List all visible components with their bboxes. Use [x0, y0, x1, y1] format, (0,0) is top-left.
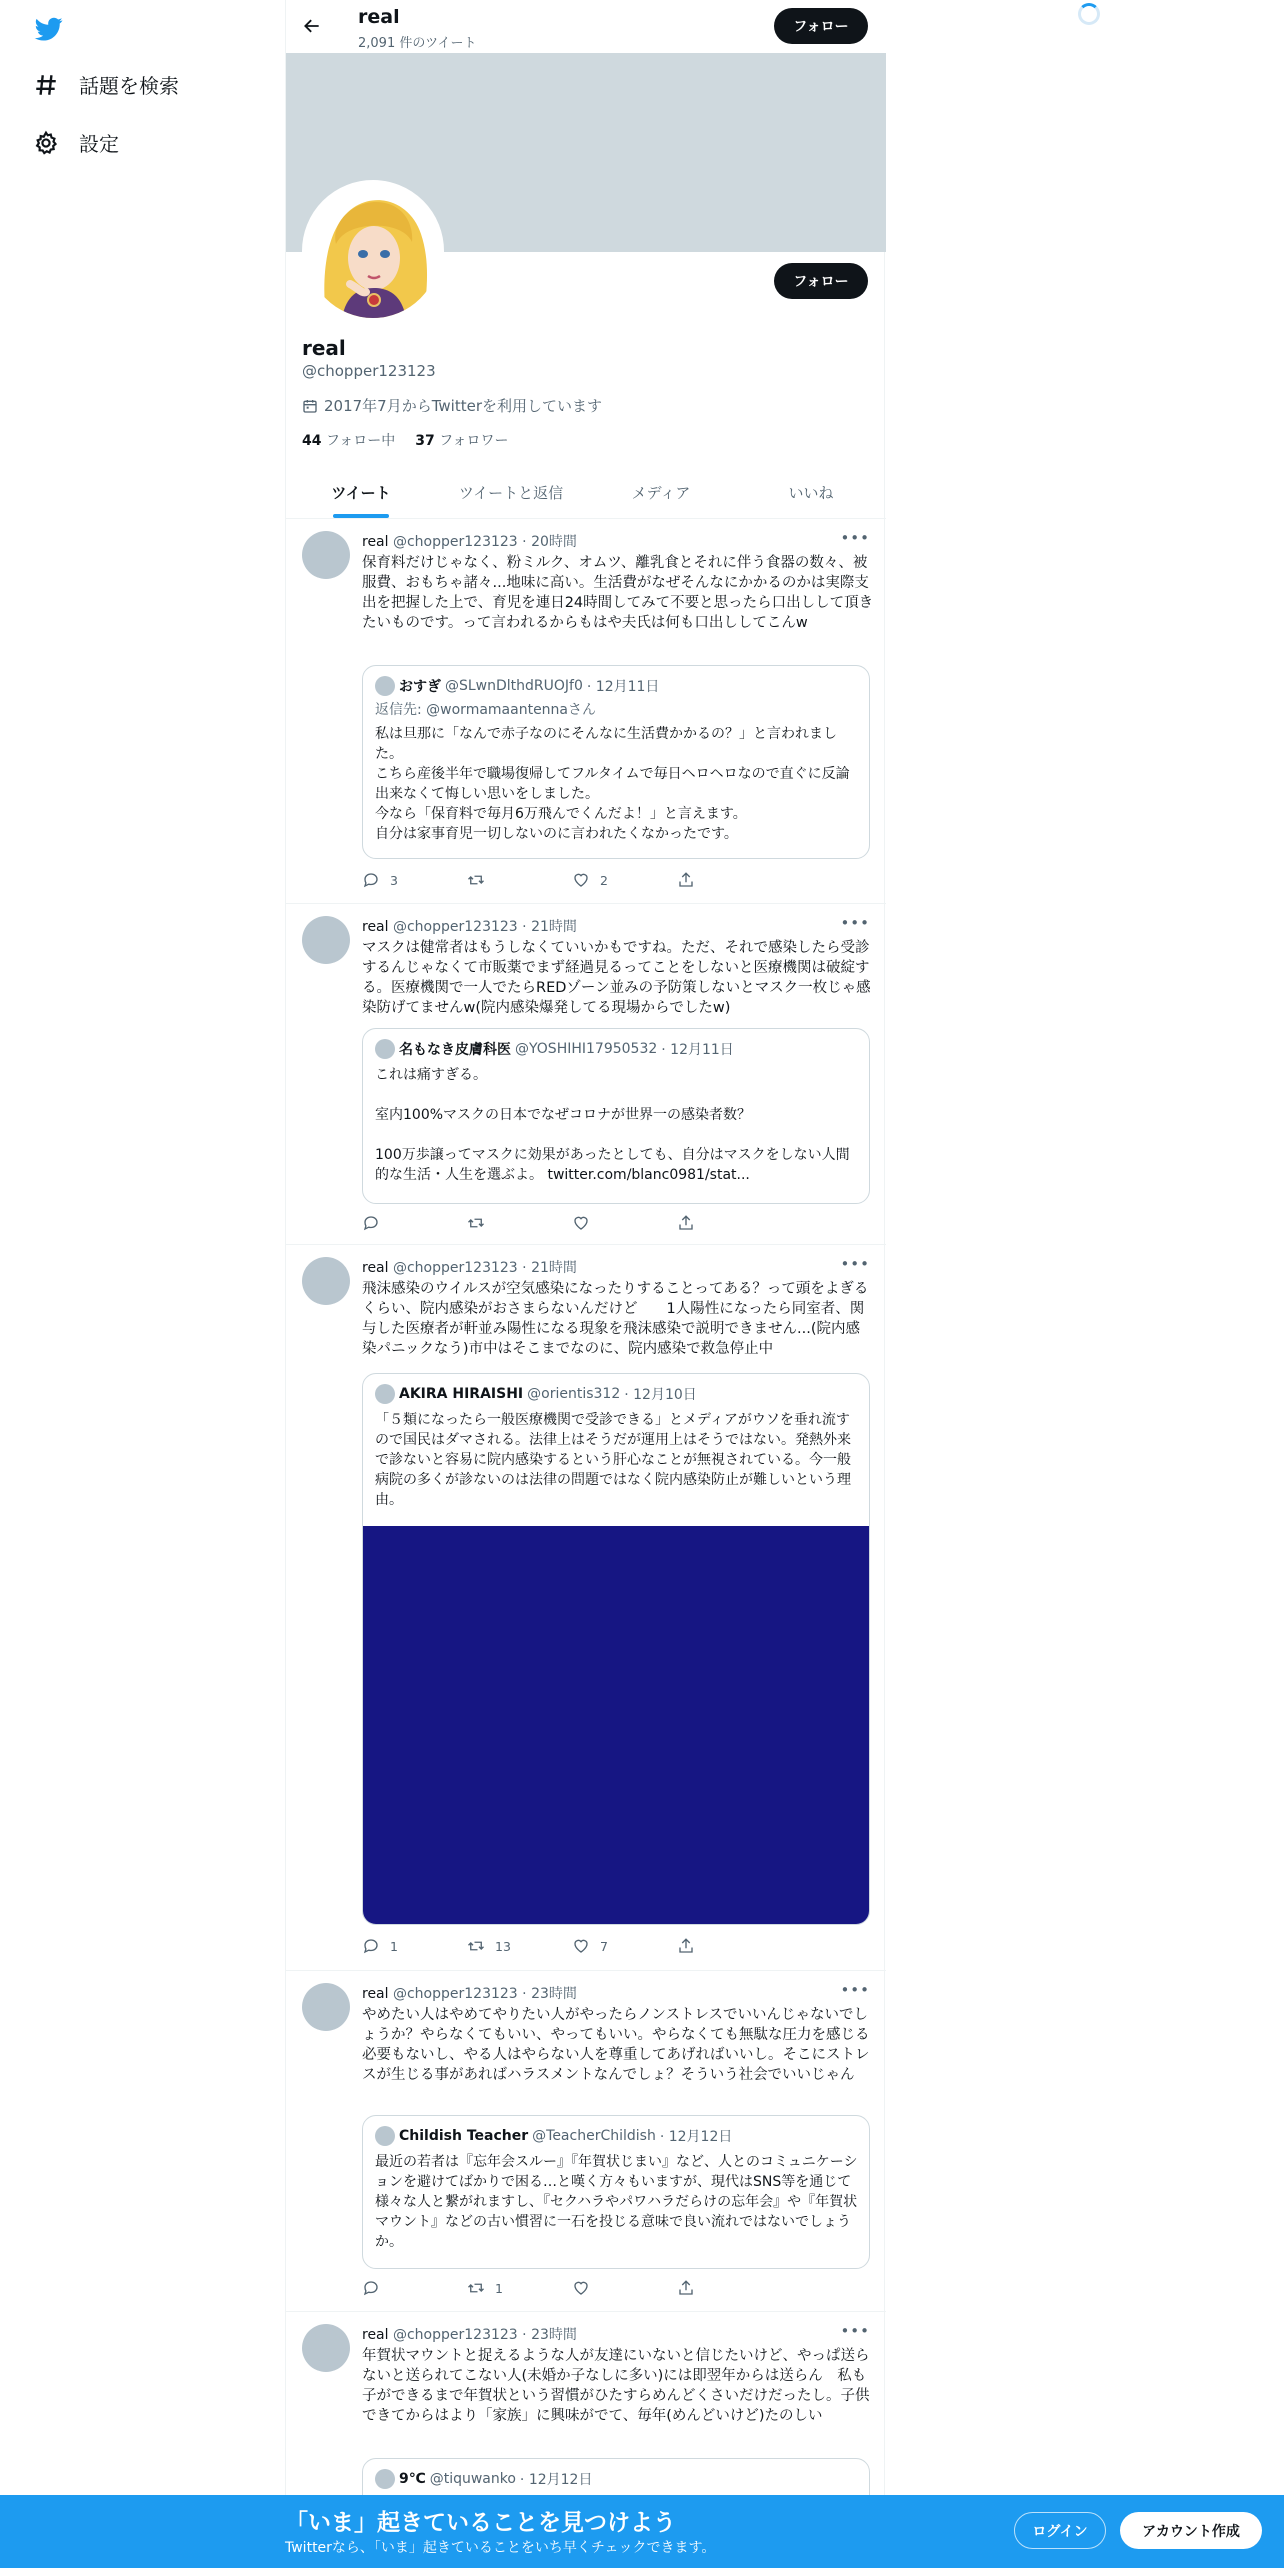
tweet-avatar[interactable] [302, 1983, 350, 2031]
join-date [302, 395, 602, 416]
nav-explore-label: 話題を検索 [79, 74, 179, 98]
profile-tabs [286, 466, 886, 519]
loading-spinner-icon [1078, 3, 1100, 25]
signup-button[interactable]: アカウント作成 [1120, 2512, 1262, 2549]
retweet-icon [467, 2279, 485, 2297]
quoted-tweet[interactable] [362, 1373, 870, 1925]
share-icon [677, 2279, 695, 2297]
tweet-avatar[interactable] [302, 531, 350, 579]
share-button[interactable] [677, 2279, 782, 2297]
quoted-avatar [375, 1384, 395, 1404]
quoted-reply-to: 返信先: @wormamaantennaさん [375, 702, 597, 718]
tweet[interactable] [286, 1971, 886, 2312]
quoted-avatar [375, 1039, 395, 1059]
tweet-header [362, 531, 577, 551]
reply-icon [362, 1937, 380, 1955]
like-button[interactable] [572, 1214, 677, 1232]
reply-icon [362, 2279, 380, 2297]
tweet-avatar[interactable] [302, 1257, 350, 1305]
header-follow-button[interactable]: フォロー [774, 8, 868, 44]
tweet-header [362, 1983, 577, 2003]
more-options-icon[interactable]: ••• [840, 914, 870, 932]
quoted-time: · 12月10日 [624, 1387, 697, 1403]
tweet-author-name[interactable]: real [362, 1986, 389, 2002]
like-count: 7 [600, 1938, 608, 1954]
tweet-time[interactable]: · 23時間 [522, 2327, 577, 2343]
tweet-author-handle: @chopper123123 [392, 534, 518, 550]
tweet-text: マスクは健常者はもうしなくていいかもですね。ただ、それで感染したら受診するんじゃなくて市販薬でまず経過見るってことをしないと医療機関は破綻する。医療機関で一人でたらREDゾーン並みの予防策しないとマスク一枚じゃ感染防げてませんw(院内感染爆発してる現場からでしたw) [362, 940, 871, 1016]
following-link[interactable] [302, 430, 395, 450]
tweet-actions [362, 1937, 782, 1955]
quoted-avatar [375, 2469, 395, 2489]
tab-media[interactable]: メディア [631, 483, 691, 502]
retweet-icon [467, 1937, 485, 1955]
tweet-author-name[interactable]: real [362, 2327, 389, 2343]
tweet[interactable] [286, 519, 886, 904]
tweet-time[interactable]: · 20時間 [522, 534, 577, 550]
tweet-actions [362, 1214, 782, 1232]
followers-link[interactable] [415, 430, 508, 450]
reply-icon [362, 1214, 380, 1232]
quoted-text: 最近の若者は『忘年会スルー』『年賀状じまい』など、人とのコミュニケーションを避けてばかりで困る…と嘆く方々もいますが、現代はSNS等を通じて様々な人と繋がれますし、『セクハラやパワハラだらけの忘年会』や『年賀状マウント』などの古い慣習に一石を投じる意味で良い流れではないでしょうか。 [375, 2154, 858, 2250]
tab-likes[interactable]: いいね [788, 483, 834, 502]
twitter-logo-icon[interactable] [33, 15, 65, 43]
signup-banner [0, 2495, 1284, 2568]
quoted-author-handle: @YOSHIHI17950532 [515, 1041, 658, 1057]
following-label: フォロー中 [325, 433, 396, 449]
like-button[interactable] [572, 2279, 677, 2297]
reply-button[interactable] [362, 1937, 467, 1955]
tweet-time[interactable]: · 23時間 [522, 1986, 577, 2002]
retweet-icon [467, 871, 485, 889]
join-date-text: 2017年7月からTwitterを利用しています [324, 397, 602, 415]
nav-settings-label: 設定 [79, 132, 119, 156]
reply-button[interactable] [362, 1214, 467, 1232]
quoted-text: 「５類になったら一般医療機関で受診できる」とメディアがウソを垂れ流すので国民はダマされる。法律上はそうだが運用上はそうではない。発熱外来で診ないと容易に院内感染するという肝心なことが無視されている。今一般病院の多くが診ないのは法律の問題ではなく院内感染防止が難しいという理由。 [375, 1412, 851, 1508]
profile-handle: @chopper123123 [302, 362, 436, 380]
back-arrow-icon[interactable] [302, 16, 322, 36]
signup-banner-title: 「いま」起きていることを見つけよう [285, 2510, 676, 2536]
tweet-author-handle: @chopper123123 [392, 1260, 518, 1276]
quoted-tweet-header [375, 2469, 592, 2489]
tweet-author-handle: @chopper123123 [392, 919, 518, 935]
share-button[interactable] [677, 871, 782, 889]
nav-settings[interactable] [33, 128, 119, 157]
tweet-time[interactable]: · 21時間 [522, 919, 577, 935]
reply-count: 1 [390, 1938, 398, 1954]
following-count: 44 [302, 433, 322, 449]
quoted-time: · 12月12日 [519, 2472, 593, 2488]
share-icon [677, 871, 695, 889]
tweet-header [362, 1257, 577, 1277]
quoted-tweet[interactable] [362, 665, 870, 859]
retweet-button[interactable] [467, 1214, 572, 1232]
quoted-avatar [375, 2126, 395, 2146]
like-button[interactable] [572, 871, 677, 889]
quoted-tweet-header [375, 1039, 734, 1059]
quoted-author-handle: @SLwnDlthdRUOJf0 [445, 678, 583, 694]
tweet-time[interactable]: · 21時間 [522, 1260, 577, 1276]
tweet-avatar[interactable] [302, 2324, 350, 2372]
quoted-author-name: おすぎ [399, 679, 441, 695]
quoted-author-handle: @orientis312 [527, 1386, 621, 1402]
nav-explore[interactable] [33, 70, 179, 99]
calendar-icon [302, 398, 318, 414]
share-button[interactable] [677, 1937, 782, 1955]
retweet-button[interactable] [467, 2279, 572, 2297]
retweet-count: 1 [495, 2280, 503, 2296]
login-button[interactable]: ログイン [1014, 2512, 1106, 2549]
retweet-count: 13 [495, 1938, 511, 1954]
profile-avatar[interactable] [302, 180, 444, 322]
share-button[interactable] [677, 1214, 782, 1232]
heart-icon [572, 871, 590, 889]
quoted-text: これは痛すぎる。 室内100%マスクの日本でなぜコロナが世界一の感染者数？ 100万歩譲ってマスクに効果があったとしても、自分はマスクをしない人間的な生活・人生を選ぶよ。 twitter.com/blanc0981/stat... [375, 1067, 850, 1183]
heart-icon [572, 1937, 590, 1955]
tweet-actions [362, 2279, 782, 2297]
followers-label: フォロワー [439, 433, 509, 449]
tweet-header [362, 916, 577, 936]
tweet-text: 年賀状マウントと捉えるような人が友達にいないと信じたいけど、やっぱ送らないと送られてこない人(未婚か子なしに多い)には即翌年からは送らん 私も子ができるまで年賀状という習慣がひたすらめんどくさいだけだったし。子供できてからはより「家族」に興味がでて、毎年(めんどいけど)たのしい [362, 2348, 870, 2424]
quoted-tweet-header [375, 676, 659, 696]
retweet-button[interactable] [467, 871, 572, 889]
reply-count: 3 [390, 872, 398, 888]
followers-count: 37 [415, 433, 435, 449]
quoted-author-handle: @TeacherChildish [532, 2128, 656, 2144]
profile-name: real [302, 336, 346, 360]
avatar-illustration [306, 184, 440, 318]
more-options-icon[interactable]: ••• [840, 1255, 870, 1273]
heart-icon [572, 1214, 590, 1232]
share-icon [677, 1937, 695, 1955]
hashtag-icon [33, 72, 59, 98]
more-options-icon[interactable]: ••• [840, 1981, 870, 1999]
quoted-time: · 12月11日 [661, 1042, 734, 1058]
like-button[interactable] [572, 1937, 677, 1955]
reply-button[interactable] [362, 871, 467, 889]
tweet[interactable] [286, 1245, 886, 1971]
tab-tweets-and-replies[interactable]: ツイートと返信 [458, 483, 564, 502]
tweet-author-handle: @chopper123123 [392, 1986, 518, 2002]
tweet-count: 2,091 件のツイート [358, 36, 477, 51]
profile-header-bar [286, 0, 886, 53]
tweet-actions [362, 871, 782, 889]
quoted-avatar [375, 676, 395, 696]
quoted-text: 私は旦那に「なんで赤子なのにそんなに生活費かかるの？」と言われました。 こちら産後半年で職場復帰してフルタイムで毎日ヘロヘロなので直ぐに反論出来なくて悔しい思いをしました。 今なら「保育料で毎月6万飛んでくんだよ！」と言えます。 自分は家事育児一切しないのに言われたくなかったです。 [375, 726, 850, 842]
tweet-header [362, 2324, 577, 2344]
quoted-author-handle: @tiquwanko [429, 2471, 516, 2487]
quoted-author-name: 名もなき皮膚科医 [399, 1042, 511, 1058]
quoted-media-image[interactable] [363, 1526, 870, 1925]
retweet-icon [467, 1214, 485, 1232]
tab-tweets[interactable]: ツイート [286, 466, 436, 518]
signup-banner-subtitle: Twitterなら、「いま」起きていることをいち早くチェックできます。 [285, 2540, 716, 2556]
reply-button[interactable] [362, 2279, 467, 2297]
quoted-author-name: Childish Teacher [399, 2128, 529, 2144]
follow-stats [302, 430, 509, 450]
quoted-tweet-header [375, 1384, 697, 1404]
tweet-avatar[interactable] [302, 916, 350, 964]
share-icon [677, 1214, 695, 1232]
quoted-time: · 12月12日 [659, 2129, 733, 2145]
quoted-tweet-header [375, 2126, 732, 2146]
quoted-time: · 12月11日 [586, 679, 660, 695]
follow-button[interactable]: フォロー [774, 263, 868, 299]
like-count: 2 [600, 872, 608, 888]
quoted-author-name: AKIRA HIRAISHI [399, 1386, 524, 1402]
tweet-author-handle: @chopper123123 [392, 2327, 518, 2343]
tweet-text: やめたい人はやめてやりたい人がやったらノンストレスでいいんじゃないでしょうか？やらなくてもいい、やってもいい。やらなくても無駄な圧力を感じる必要もないし、やる人はやらない人を尊重してあげればいいし。そこにストレスが生じる事があればハラスメントなんでしょ？そういう社会でいいじゃん [362, 2007, 870, 2083]
heart-icon [572, 2279, 590, 2297]
tweet[interactable] [286, 904, 886, 1245]
more-options-icon[interactable]: ••• [840, 529, 870, 547]
quoted-tweet[interactable] [362, 1028, 870, 1204]
quoted-author-name: 9℃ [399, 2471, 426, 2487]
tweet-author-name[interactable]: real [362, 919, 389, 935]
tweet-author-name[interactable]: real [362, 1260, 389, 1276]
reply-icon [362, 871, 380, 889]
main-column [285, 0, 885, 2568]
tweet-text: 飛沫感染のウイルスが空気感染になったりすることってある？って頭をよぎるくらい、院内感染がおさまらないんだけど 1人陽性になったら同室者、関与した医療者が軒並み陽性になる現象を飛沫感染で説明できません...(院内感染パニックなう)市中はそこまでなのに、院内感染で救急停止中 [362, 1281, 869, 1357]
quoted-tweet[interactable] [362, 2115, 870, 2269]
more-options-icon[interactable]: ••• [840, 2322, 870, 2340]
header-profile-name: real [358, 6, 400, 28]
retweet-button[interactable] [467, 1937, 572, 1955]
tweet-author-name[interactable]: real [362, 534, 389, 550]
tweet-text: 保育料だけじゃなく、粉ミルク、オムツ、離乳食とそれに伴う食器の数々、被服費、おもちゃ諸々...地味に高い。生活費がなぜそんなにかかるのかは実際支出を把握した上で、育児を連日24時間してみて不要と思ったら口出しして頂きたいものです。って言われるからもはや夫氏は何も口出ししてこんw [362, 555, 874, 631]
gear-icon [33, 130, 59, 156]
